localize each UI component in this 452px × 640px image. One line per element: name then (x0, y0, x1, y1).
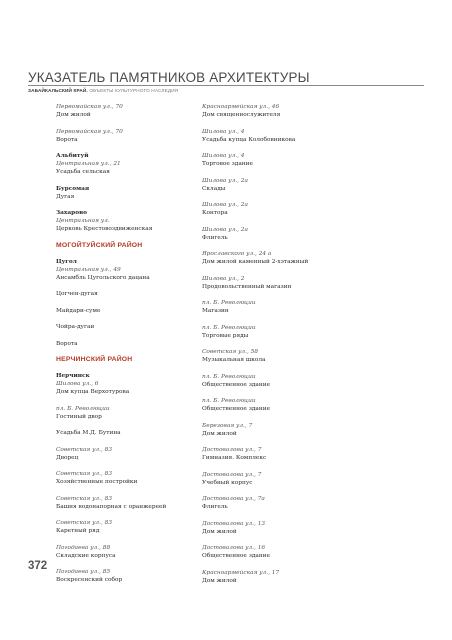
monument-name: Хозяйственные постройки (56, 479, 138, 485)
monument-entry (202, 544, 372, 560)
monument-name: Цогчен-дугая (56, 291, 98, 297)
monument-address: пл. Б. Революции (202, 300, 256, 306)
monument-name: Общественное здание (202, 553, 271, 559)
monument-entry (56, 372, 196, 396)
monument-name: Дом жилой (202, 430, 237, 437)
monument-name: Дом жилой (202, 528, 237, 535)
monument-name: Ансамбль Цугольского дацана (56, 274, 150, 281)
monument-address: пл. Б. Революции (202, 373, 256, 380)
monument-address: Достовалова ул., 13 (202, 520, 266, 527)
monument-entry (202, 446, 372, 462)
monument-address: Березовая ул., 7 (202, 422, 253, 429)
monument-entry (56, 103, 196, 119)
monument-entry (202, 471, 372, 487)
monument-entry (56, 544, 196, 560)
page-number: 372 (28, 560, 48, 572)
monument-name: Гимназия. Комплекс (202, 455, 267, 461)
monument-name: Дворец (56, 454, 79, 461)
monument-entry (56, 495, 196, 511)
monument-entry (56, 446, 196, 462)
monument-address: пл. Б. Революции (56, 405, 110, 412)
monument-entry (202, 569, 372, 585)
monument-address: Ярославского ул., 24 а (202, 251, 272, 257)
monument-name: Музыкальная школа (202, 357, 266, 363)
monument-address: Достовалова ул., 7 (202, 471, 262, 478)
settlement-name: Цугол (56, 258, 77, 265)
monument-address: Красноармейская ул., 46 (202, 104, 280, 110)
monument-entry (202, 201, 372, 217)
monument-name: Усадьба М.Д. Бутина (56, 430, 121, 436)
monument-name: Продовольственный магазин (202, 283, 292, 290)
monument-name: Дугая (56, 193, 75, 200)
monument-entry (202, 324, 372, 340)
monument-address: Первомайская ул., 70 (56, 128, 123, 135)
settlement-name: Альбитуй (56, 153, 89, 159)
monument-name: Усадьба сельская (56, 169, 110, 175)
settlement-name: Бурсомая (56, 185, 90, 192)
monument-entry (202, 348, 372, 364)
monument-entry (56, 128, 196, 144)
monument-entry (56, 323, 196, 331)
monument-address: Первомайская ул., 70 (56, 104, 123, 110)
title-divider (28, 85, 424, 86)
monument-address: Погодаева ул., 88 (56, 544, 111, 551)
monument-name: Ворота (56, 340, 78, 347)
subtitle-section: ОБЪЕКТЫ КУЛЬТУРНОГО НАСЛЕДИЯ (87, 88, 179, 93)
monument-name: Ворота (56, 136, 78, 143)
monument-name: Дом священнослужителя (202, 112, 281, 118)
right-column (202, 103, 372, 593)
monument-name: Усадьба купца Колобовникова (202, 136, 296, 143)
monument-name: Флигель (202, 504, 228, 510)
monument-entry (56, 290, 196, 298)
monument-entry (56, 307, 196, 315)
monument-name: Магазин (202, 308, 229, 314)
monument-entry (202, 495, 372, 511)
monument-address: Шилова ул., 6 (56, 381, 99, 387)
monument-entry (56, 519, 196, 535)
monument-entry (202, 128, 372, 144)
monument-name: Майдари-суме (56, 307, 101, 314)
monument-entry (56, 340, 196, 348)
monument-name: Дом купца Верхотурова (56, 389, 130, 395)
monument-address: Шилова ул., 4 (202, 128, 245, 135)
monument-address: Достовалова ул., 7 (202, 447, 262, 453)
monument-entry (202, 177, 372, 193)
monument-address: Достовалова ул., 16 (202, 545, 266, 551)
monument-address: Центральная ул., 21 (56, 161, 121, 167)
monument-name: Воскресенский собор (56, 577, 123, 583)
monument-name: Учебный корпус (202, 479, 253, 486)
monument-entry (56, 405, 196, 421)
monument-name: Дом жилой (56, 112, 91, 118)
monument-name: Общественное здание (202, 406, 271, 412)
monument-address: пл. Б. Революции (202, 324, 256, 331)
monument-entry (56, 209, 196, 233)
monument-address: Центральная ул., 49 (56, 266, 121, 273)
monument-entry (56, 470, 196, 486)
monument-entry (202, 299, 372, 315)
monument-entry (202, 520, 372, 536)
monument-name: Контора (202, 210, 228, 216)
monument-entry (56, 429, 196, 437)
monument-name: Дом жилой (202, 577, 237, 584)
monument-entry (202, 250, 372, 266)
monument-address: Центральная ул. (56, 218, 110, 224)
monument-entry (202, 275, 372, 291)
monument-address: Достовалова ул., 7а (202, 496, 265, 502)
monument-address: Красноармейская ул., 17 (202, 569, 280, 576)
monument-address: Советская ул., 58 (202, 349, 259, 355)
left-column (56, 103, 196, 593)
settlement-name: Нерчинск (56, 373, 90, 379)
monument-name: Башня водонапорная с оранжереей (56, 503, 167, 510)
monument-entry (56, 258, 196, 282)
monument-entry (202, 103, 372, 119)
monument-name: Гостиный двор (56, 413, 102, 420)
monument-address: Советская ул., 83 (56, 520, 113, 526)
monument-address: Шилова ул., 4 (202, 153, 245, 159)
monument-entry (202, 397, 372, 413)
monument-entry (202, 152, 372, 168)
monument-entry (202, 373, 372, 389)
monument-name: Складские корпуса (56, 552, 116, 559)
page-subtitle (28, 88, 178, 93)
monument-name: Чойра-дугаи (56, 324, 95, 330)
monument-address: Советская ул., 83 (56, 495, 113, 502)
monument-address: Шилова ул., 2 (202, 275, 245, 282)
monument-name: Каретный ряд (56, 528, 100, 534)
monument-address: Советская ул., 83 (56, 471, 113, 477)
monument-address: пл. Б. Революции (202, 398, 256, 404)
monument-address: Шилова ул., 2а (202, 177, 248, 184)
monument-address: Шилова ул., 2а (202, 202, 248, 208)
monument-entry (202, 422, 372, 438)
district-heading: МОГОЙТУЙСКИЙ РАЙОН (56, 241, 143, 249)
page-title: УКАЗАТЕЛЬ ПАМЯТНИКОВ АРХИТЕКТУРЫ (28, 70, 310, 85)
monument-name: Торговое здание (202, 161, 253, 167)
subtitle-region: ЗАБАЙКАЛЬСКИЙ КРАЙ. (28, 88, 88, 93)
monument-name: Церковь Крестовоздвиженская (56, 226, 153, 232)
monument-address: Погодаева ул., 85 (56, 569, 111, 575)
settlement-name: Захарово (56, 210, 87, 216)
monument-address: Советская ул., 83 (56, 446, 113, 453)
monument-name: Дом жилой каменный 2-хэтажный (202, 259, 309, 265)
monument-entry (56, 152, 196, 176)
monument-address: Шилова ул., 2а (202, 226, 248, 233)
monument-entry (202, 226, 372, 242)
monument-name: Склады (202, 185, 226, 192)
monument-entry (56, 185, 196, 201)
monument-entry (56, 568, 196, 584)
monument-name: Общественное здание (202, 381, 271, 388)
district-heading: НЕРЧИНСКИЙ РАЙОН (56, 356, 133, 363)
monument-name: Флигель (202, 234, 228, 241)
monument-name: Торговые ряды (202, 332, 249, 339)
